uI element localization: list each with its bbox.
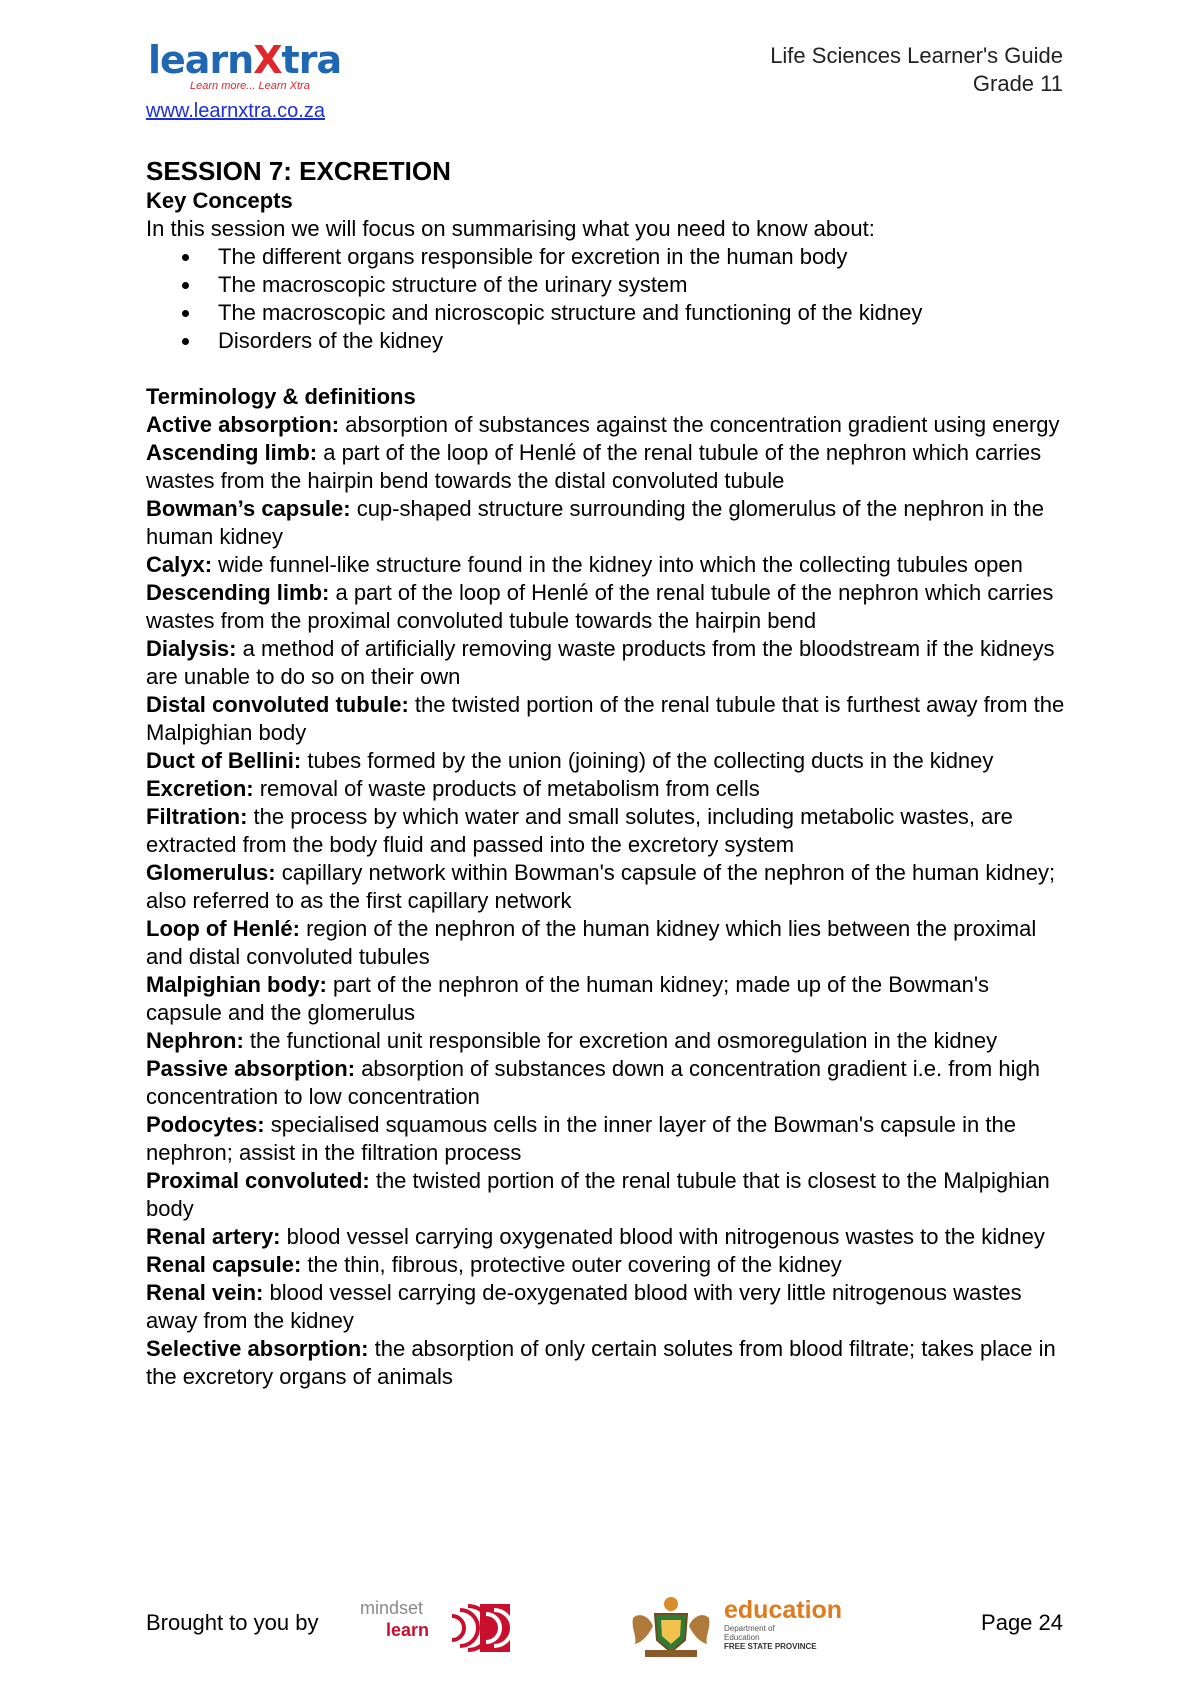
definitions-list	[146, 411, 1066, 1391]
definition-term: Glomerulus:	[146, 860, 276, 885]
list-item: The macroscopic and nicroscopic structure and functioning of the kidney	[218, 299, 1066, 327]
definition-term: Podocytes:	[146, 1112, 265, 1137]
definition-text: specialised squamous cells in the inner layer of the Bowman's capsule in the nephron; assist in the filtration process	[146, 1112, 1016, 1165]
department-line-1: Department of	[724, 1624, 775, 1633]
definition-entry	[146, 803, 1066, 859]
definition-entry	[146, 579, 1066, 635]
page-footer	[0, 1590, 1200, 1670]
website-link[interactable]: www.learnxtra.co.za	[146, 100, 325, 122]
learnxtra-logo	[148, 40, 348, 96]
definition-text: the twisted portion of the renal tubule that is furthest away from the Malpighian body	[146, 692, 1065, 745]
definition-term: Malpighian body:	[146, 972, 327, 997]
list-item: The different organs responsible for excretion in the human body	[218, 243, 1066, 271]
definition-entry	[146, 1027, 1066, 1055]
page-content	[146, 155, 1066, 1391]
definition-entry	[146, 1223, 1066, 1251]
definition-term: Descending limb:	[146, 580, 330, 605]
definition-term: Bowman’s capsule:	[146, 496, 351, 521]
definition-term: Selective absorption:	[146, 1336, 369, 1361]
definition-text: absorption of substances against the concentration gradient using energy	[339, 412, 1060, 437]
definition-entry	[146, 551, 1066, 579]
terminology-heading: Terminology & definitions	[146, 384, 416, 409]
definition-entry	[146, 1055, 1066, 1111]
definition-term: Active absorption:	[146, 412, 340, 437]
definition-text: a part of the loop of Henlé of the renal tubule of the nephron which carries wastes from the proximal convoluted tubule towards the hairpin bend	[146, 580, 1054, 633]
definition-text: blood vessel carrying de-oxygenated blood with very little nitrogenous wastes away from the kidney	[146, 1280, 1022, 1333]
definition-text: wide funnel-like structure found in the kidney into which the collecting tubules open	[212, 552, 1023, 577]
list-item: The macroscopic structure of the urinary system	[218, 271, 1066, 299]
definition-entry	[146, 411, 1066, 439]
province-text: FREE STATE PROVINCE	[724, 1642, 817, 1651]
definition-entry	[146, 691, 1066, 747]
definition-text: the process by which water and small solutes, including metabolic wastes, are extracted from the body fluid and passed into the excretory system	[146, 804, 1013, 857]
definition-term: Dialysis:	[146, 636, 237, 661]
page-number: Page 24	[981, 1610, 1063, 1635]
definition-term: Proximal convoluted:	[146, 1168, 370, 1193]
definition-entry	[146, 1279, 1066, 1335]
definition-term: Passive absorption:	[146, 1056, 356, 1081]
definition-term: Loop of Henlé:	[146, 916, 300, 941]
mindset-learn-logo	[360, 1598, 500, 1654]
mindset-signal-icon	[450, 1602, 512, 1654]
definition-entry	[146, 495, 1066, 551]
definition-entry	[146, 971, 1066, 1027]
definition-text: the functional unit responsible for excretion and osmoregulation in the kidney	[243, 1028, 998, 1053]
definition-text: tubes formed by the union (joining) of the collecting ducts in the kidney	[301, 748, 994, 773]
guide-title: Life Sciences Learner's Guide	[770, 43, 1063, 68]
definition-text: the twisted portion of the renal tubule that is closest to the Malpighian body	[146, 1168, 1050, 1221]
definition-text: a part of the loop of Henlé of the renal tubule of the nephron which carries wastes from the hairpin bend towards the distal convoluted tubule	[146, 440, 1042, 493]
definition-entry	[146, 1251, 1066, 1279]
mindset-text: mindset	[360, 1598, 424, 1618]
definition-text: the absorption of only certain solutes from blood filtrate; takes place in the excretory organs of animals	[146, 1336, 1056, 1389]
definition-entry	[146, 1167, 1066, 1223]
logo-wordmark: learnXtra	[148, 38, 342, 82]
definition-term: Excretion:	[146, 776, 254, 801]
logo-tagline: Learn more... Learn Xtra	[190, 80, 310, 92]
definition-term: Calyx:	[146, 552, 213, 577]
definition-text: removal of waste products of metabolism from cells	[253, 776, 760, 801]
header-right	[770, 42, 1063, 98]
definition-term: Renal artery:	[146, 1224, 281, 1249]
definition-entry	[146, 439, 1066, 495]
session-title: SESSION 7: EXCRETION	[146, 156, 451, 186]
grade-label: Grade 11	[972, 71, 1063, 96]
definition-entry	[146, 1111, 1066, 1167]
coat-of-arms-icon	[625, 1594, 717, 1660]
definition-term: Filtration:	[146, 804, 248, 829]
definition-text: absorption of substances down a concentration gradient i.e. from high concentration to low concentration	[146, 1056, 1040, 1109]
list-item: Disorders of the kidney	[218, 327, 1066, 355]
key-concepts-list	[146, 243, 1066, 355]
definition-entry	[146, 1335, 1066, 1391]
key-concepts-heading: Key Concepts	[146, 188, 293, 213]
definition-entry	[146, 635, 1066, 691]
intro-text: In this session we will focus on summarising what you need to know about:	[146, 216, 875, 241]
definition-entry	[146, 915, 1066, 971]
education-text: education	[724, 1596, 843, 1624]
department-line-2: Education	[724, 1633, 760, 1642]
learn-text: learn	[386, 1620, 430, 1640]
definition-entry	[146, 859, 1066, 915]
definition-entry	[146, 775, 1066, 803]
definition-text: a method of artificially removing waste products from the bloodstream if the kidneys are unable to do so on their own	[146, 636, 1055, 689]
definition-term: Duct of Bellini:	[146, 748, 302, 773]
education-logo	[724, 1596, 842, 1652]
definition-text: the thin, fibrous, protective outer covering of the kidney	[301, 1252, 842, 1277]
definition-text: part of the nephron of the human kidney; made up of the Bowman's capsule and the glomerulus	[146, 972, 990, 1025]
definition-text: region of the nephron of the human kidney which lies between the proximal and distal convoluted tubules	[146, 916, 1037, 969]
definition-term: Distal convoluted tubule:	[146, 692, 409, 717]
definition-term: Nephron:	[146, 1028, 244, 1053]
definition-text: cup-shaped structure surrounding the glomerulus of the nephron in the human kidney	[146, 496, 1045, 549]
definition-term: Renal capsule:	[146, 1252, 302, 1277]
definition-entry	[146, 747, 1066, 775]
definition-term: Ascending limb:	[146, 440, 318, 465]
brought-by-text: Brought to you by	[146, 1610, 319, 1635]
definition-text: capillary network within Bowman's capsule of the nephron of the human kidney; also referred to as the first capillary network	[146, 860, 1056, 913]
definition-term: Renal vein:	[146, 1280, 264, 1305]
definition-text: blood vessel carrying oxygenated blood with nitrogenous wastes to the kidney	[280, 1224, 1045, 1249]
